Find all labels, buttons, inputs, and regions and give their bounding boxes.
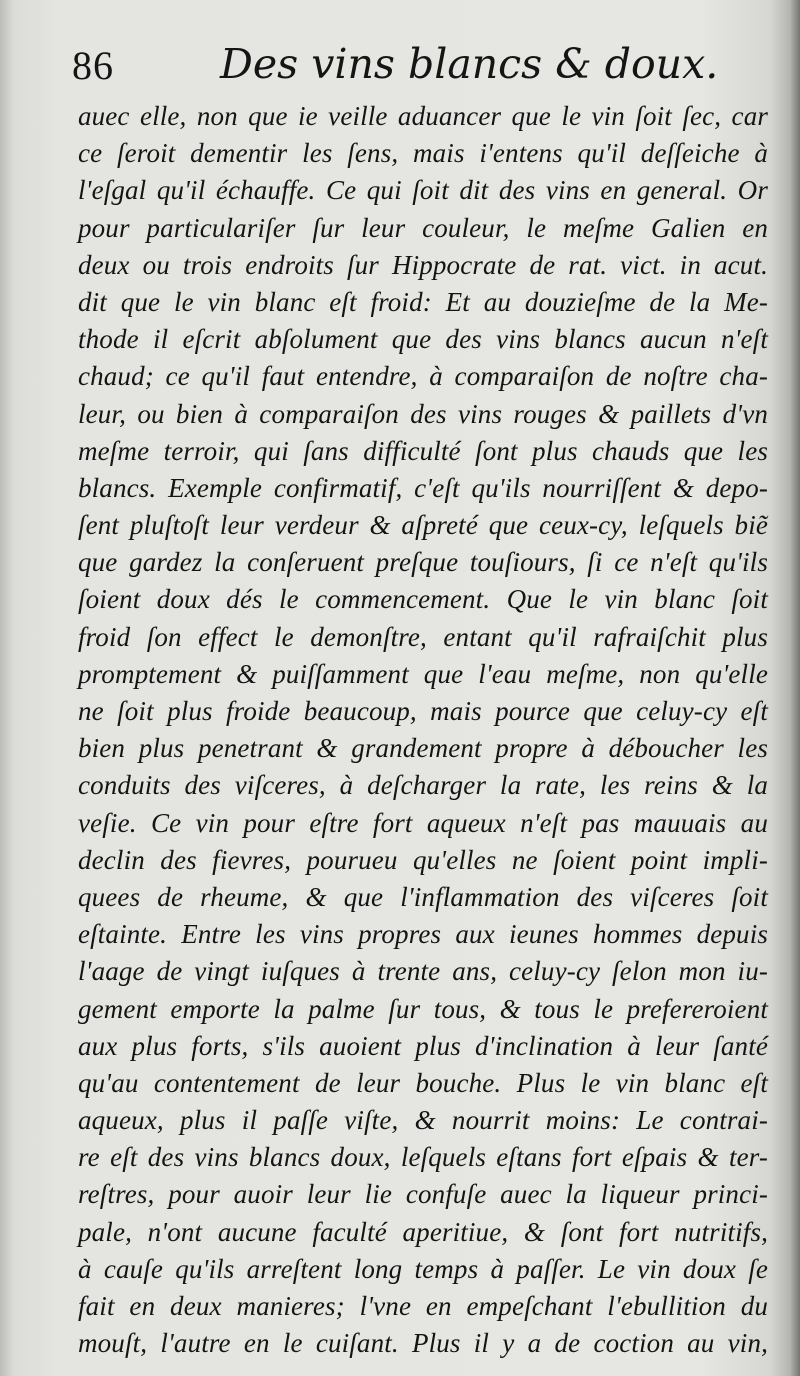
text-line: l'aage de vingt iuſques à trente ans, celuy-cy ſelon mon iu-	[78, 956, 768, 987]
text-line: promptement & puiſſamment que l'eau meſme, non qu'elle	[78, 658, 768, 689]
text-line: à cauſe qu'ils arreſtent long temps à paſſer. Le vin doux ſe	[78, 1253, 768, 1284]
body-text	[78, 98, 768, 1362]
text-line: re eſt des vins blancs doux, leſquels eſtans fort eſpais & ter-	[78, 1142, 768, 1173]
text-line: blancs. Exemple confirmatif, c'eſt qu'ils nourriſſent & depo-	[78, 472, 768, 503]
text-line: qu'au contentement de leur bouche. Plus le vin blanc eſt	[78, 1067, 768, 1098]
text-line: dit que le vin blanc eſt froid: Et au douzieſme de la Me-	[78, 286, 768, 317]
spine-shadow	[790, 0, 800, 1376]
text-line: ſoient doux dés le commencement. Que le vin blanc ſoit	[78, 584, 768, 615]
text-line: que gardez la conſeruent preſque touſiours, ſi ce n'eſt qu'ils	[78, 547, 768, 578]
text-line: chaud; ce qu'il faut entendre, à comparaiſon de noſtre cha-	[78, 361, 768, 392]
page-header	[70, 38, 750, 102]
text-line: eſtainte. Entre les vins propres aux ieunes hommes depuis	[78, 919, 768, 950]
text-line: pale, n'ont aucune faculté aperitiue, & ſont fort nutritifs,	[78, 1216, 768, 1247]
text-line: fait en deux manieres; l'vne en empeſchant l'ebullition du	[78, 1291, 768, 1321]
text-line: gement emporte la palme ſur tous, & tous le prefereroient	[78, 993, 768, 1024]
page-number: 86	[72, 43, 114, 88]
text-line: mouſt, l'autre en le cuiſant. Plus il y a de coction au vin,	[78, 1328, 768, 1359]
text-line: declin des fievres, pourueu qu'elles ne ſoient point impli-	[78, 844, 768, 875]
text-line: veſie. Ce vin pour eſtre fort aqueux n'eſt pas mauuais au	[78, 807, 768, 838]
text-line: ce ſeroit dementir les ſens, mais i'entens qu'il deſſeiche à	[78, 138, 768, 169]
text-line: auec elle, non que ie veille aduancer que le vin ſoit ſec, car	[78, 101, 768, 131]
text-line: quees de rheume, & que l'inflammation des viſceres ſoit	[78, 881, 768, 912]
text-line: ſent pluſtoſt leur verdeur & aſpreté que ceux-cy, leſquels biẽ	[78, 510, 768, 541]
text-line: pour particulariſer ſur leur couleur, le meſme Galien en	[78, 212, 768, 243]
text-line: thode il eſcrit abſolument que des vins blancs aucun n'eſt	[78, 324, 768, 355]
running-head: Des vins blancs & doux.	[220, 40, 719, 88]
text-line: reſtres, pour auoir leur lie confuſe auec la liqueur princi-	[78, 1179, 768, 1210]
text-line: bien plus penetrant & grandement propre à déboucher les	[78, 733, 768, 764]
text-line: l'eſgal qu'il échauffe. Ce qui ſoit dit des vins en general. Or	[78, 175, 768, 206]
text-line: leur, ou bien à comparaiſon des vins rouges & paillets d'vn	[78, 398, 768, 429]
text-line: deux ou trois endroits ſur Hippocrate de rat. vict. in acut.	[78, 249, 768, 280]
text-line: ne ſoit plus froide beaucoup, mais pource que celuy-cy eſt	[78, 696, 768, 726]
text-line: aqueux, plus il paſſe viſte, & nourrit moins: Le contrai-	[78, 1105, 768, 1136]
text-line: froid ſon effect le demonſtre, entant qu'il rafraiſchit plus	[78, 621, 768, 652]
text-line: aux plus forts, s'ils auoient plus d'inclination à leur ſanté	[78, 1030, 768, 1061]
text-line: conduits des viſceres, à deſcharger la rate, les reins & la	[78, 770, 768, 801]
text-line: meſme terroir, qui ſans difficulté ſont plus chauds que les	[78, 435, 768, 466]
